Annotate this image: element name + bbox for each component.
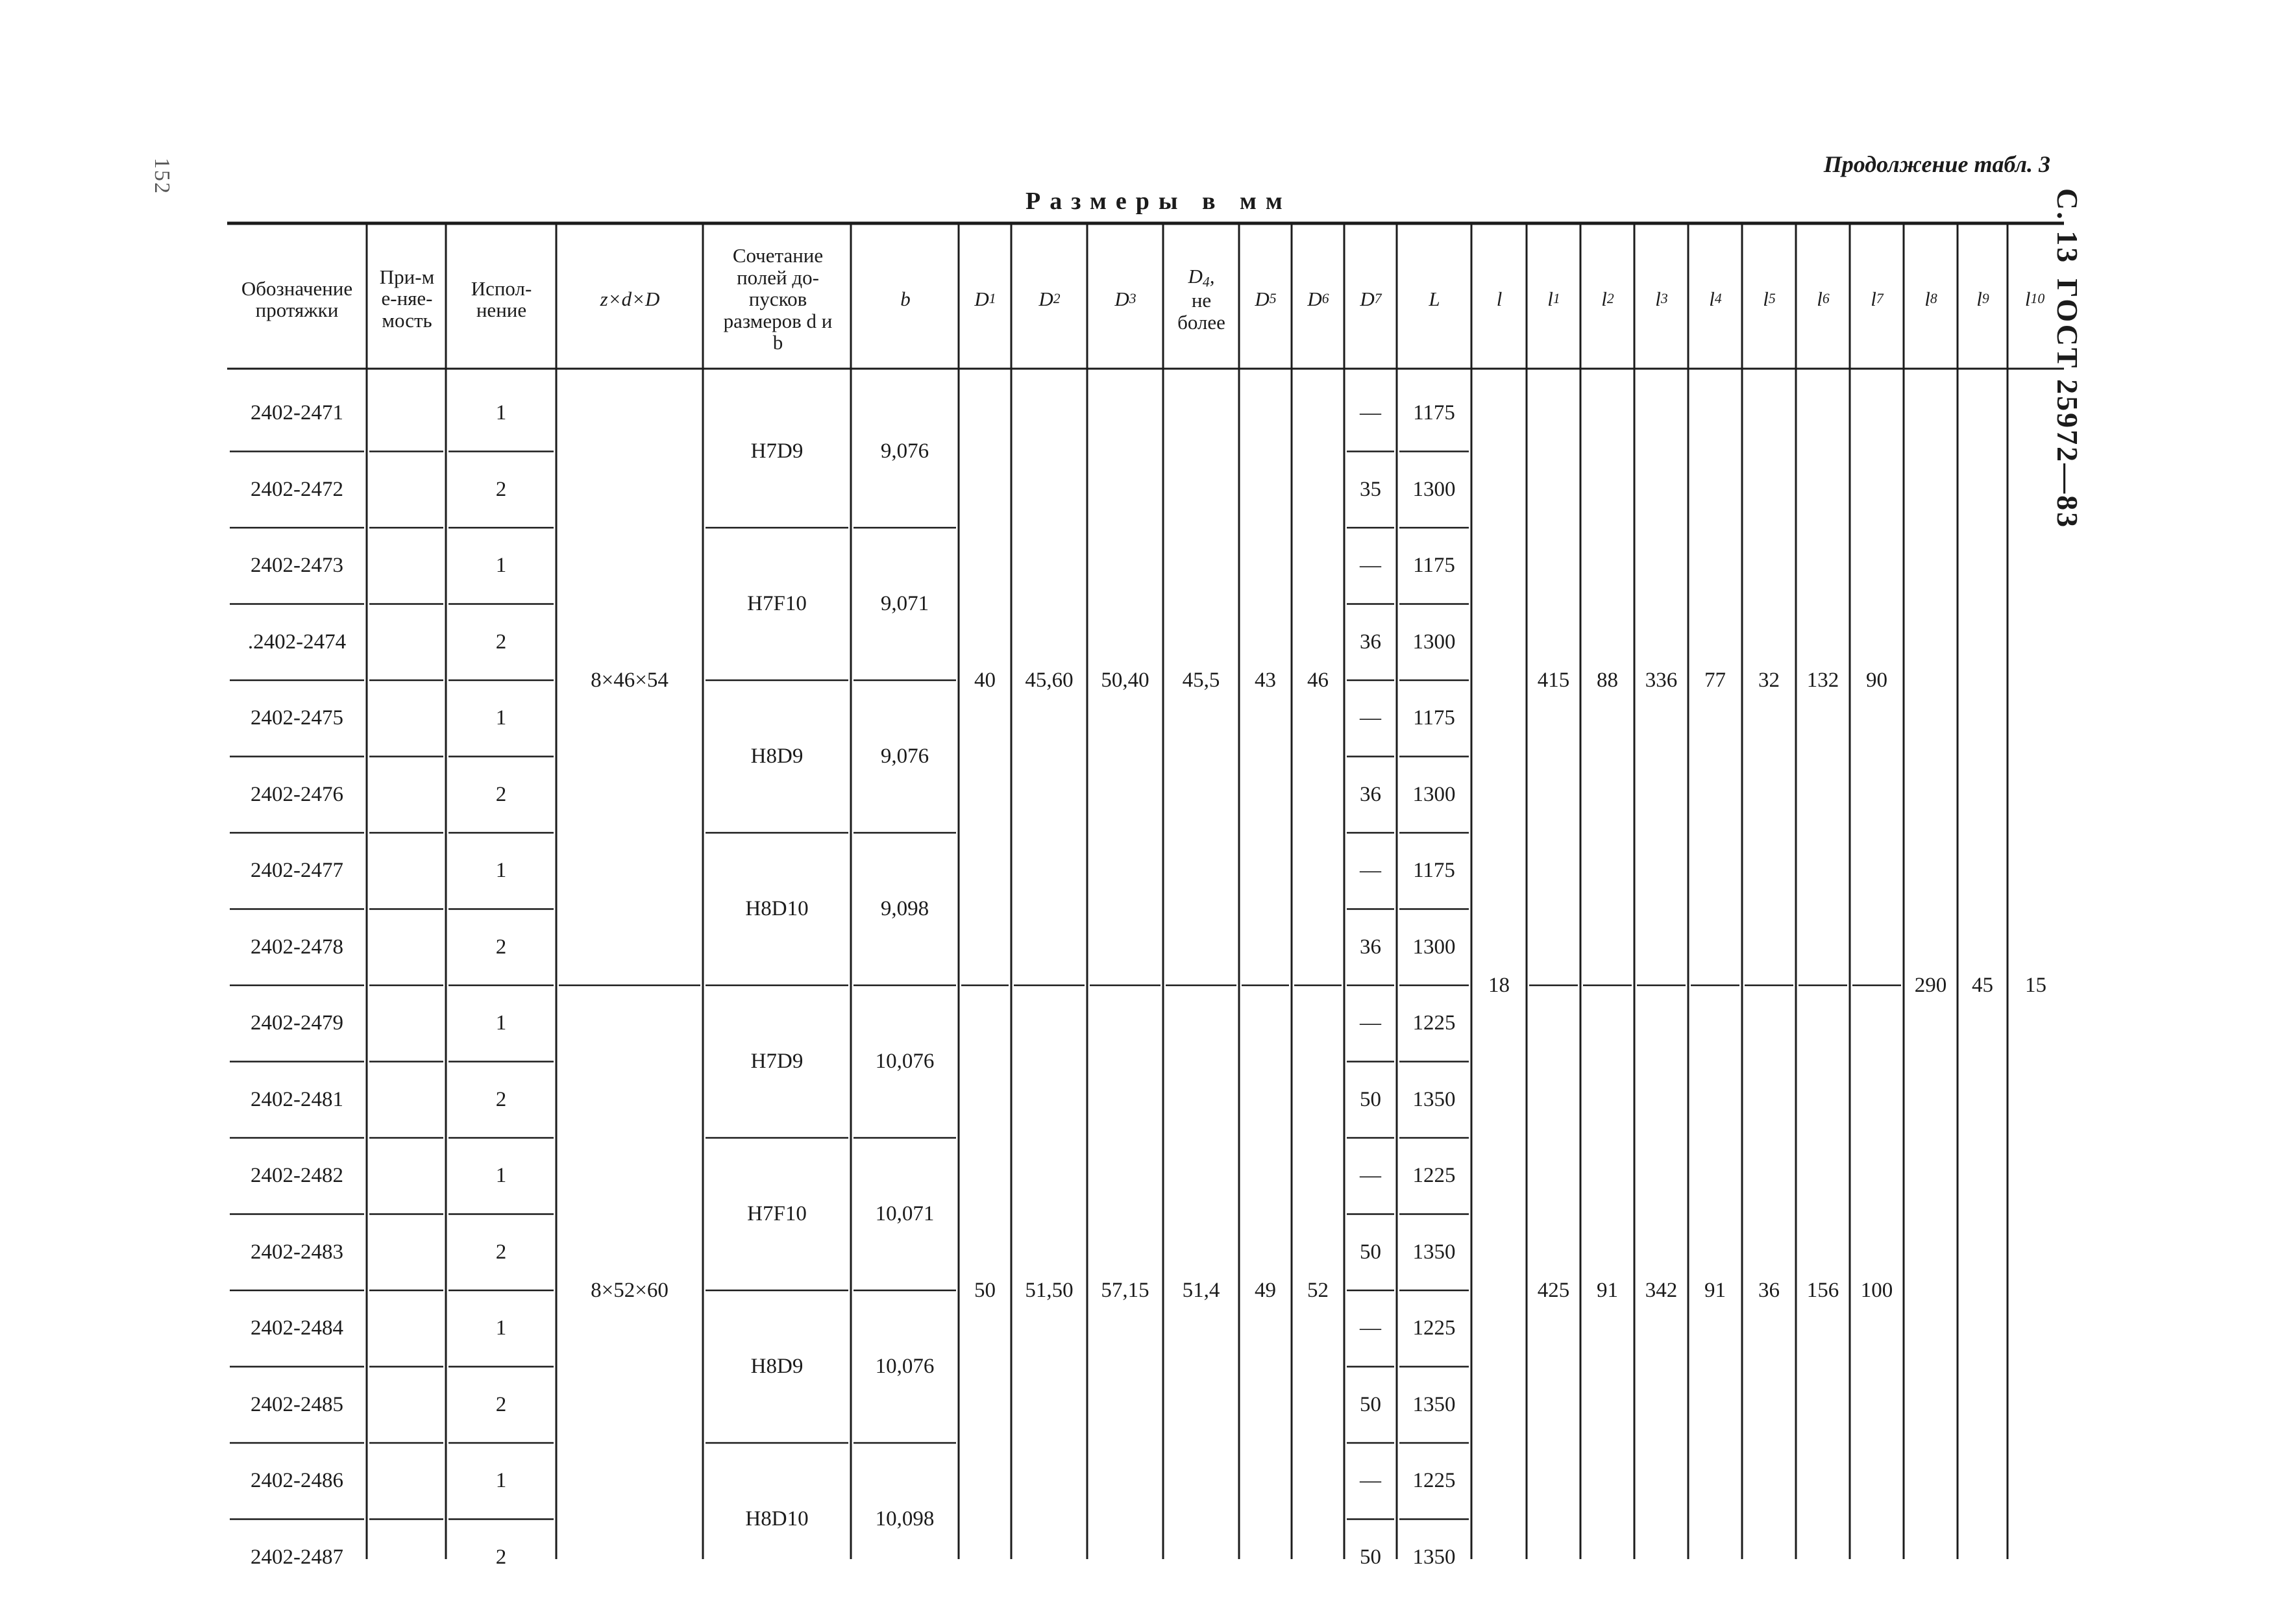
header-l8: l 8: [1924, 288, 1937, 311]
designation-cell: 2402-2473: [251, 554, 343, 578]
l1-cell: 415: [1537, 668, 1570, 692]
L-cell: 1175: [1413, 401, 1455, 425]
D7-cell: —: [1360, 859, 1381, 883]
b-value-cell: 10,071: [875, 1202, 935, 1226]
l2-cell: 91: [1597, 1278, 1618, 1302]
running-header-standard: ГОСТ 25972—83: [2051, 278, 2084, 530]
L-cell: 1350: [1412, 1087, 1456, 1111]
D7-cell: 50: [1360, 1392, 1381, 1416]
execution-cell: 1: [495, 554, 507, 578]
L-cell: 1300: [1412, 630, 1456, 654]
designation-cell: 2402-2478: [251, 935, 343, 959]
header-L: L: [1429, 288, 1440, 311]
L-cell: 1175: [1413, 706, 1455, 730]
l4-cell: 77: [1704, 668, 1726, 692]
header-designation: Обозначение протяжки: [241, 277, 353, 321]
L-cell: 1350: [1412, 1240, 1456, 1264]
l3-cell: 342: [1645, 1278, 1678, 1302]
execution-cell: 2: [495, 1087, 507, 1111]
D6-cell: 52: [1307, 1278, 1329, 1302]
D7-cell: —: [1360, 401, 1381, 425]
L-cell: 1300: [1412, 935, 1456, 959]
header-D1: D 1: [974, 288, 996, 311]
D7-cell: —: [1360, 1011, 1381, 1035]
running-header-page: С. 13: [2051, 188, 2084, 265]
l6-cell: 156: [1806, 1278, 1839, 1302]
page-number: 152: [150, 158, 174, 195]
l6-cell: 132: [1806, 668, 1839, 692]
tolerance-fit-cell: H7D9: [750, 439, 804, 463]
header-l10: l 10: [2024, 288, 2045, 311]
D1-cell: 40: [974, 668, 996, 692]
b-value-cell: 10,098: [875, 1507, 935, 1531]
L-cell: 1175: [1413, 859, 1455, 883]
execution-cell: 2: [495, 630, 507, 654]
tolerance-fit-cell: H7F10: [747, 592, 807, 616]
tolerance-fit-cell: H8D9: [750, 1355, 804, 1379]
l5-cell: 36: [1758, 1278, 1780, 1302]
header-l4: l 4: [1709, 288, 1722, 311]
designation-cell: 2402-2483: [251, 1240, 343, 1264]
D7-cell: 50: [1360, 1240, 1381, 1264]
b-value-cell: 9,098: [880, 897, 929, 921]
header-zdD: z×d×D: [600, 288, 660, 311]
l1-cell: 425: [1537, 1278, 1570, 1302]
header-l2: l 2: [1601, 288, 1614, 311]
D7-cell: 36: [1360, 782, 1381, 806]
D3-cell: 50,40: [1101, 668, 1149, 692]
zdD-cell: 8×46×54: [591, 668, 669, 692]
l3-cell: 336: [1645, 668, 1678, 692]
D7-cell: —: [1360, 1316, 1381, 1340]
execution-cell: 1: [495, 1011, 507, 1035]
D7-cell: 50: [1360, 1087, 1381, 1111]
l2-cell: 88: [1597, 668, 1618, 692]
D7-cell: 50: [1360, 1545, 1381, 1569]
D3-cell: 57,15: [1101, 1278, 1149, 1302]
header-b: b: [900, 288, 911, 311]
header-D5: D 5: [1255, 288, 1277, 311]
D7-cell: 35: [1360, 477, 1381, 501]
D2-cell: 45,60: [1025, 668, 1074, 692]
l7-cell: 90: [1866, 668, 1887, 692]
header-D3: D 3: [1114, 288, 1136, 311]
execution-cell: 2: [495, 1240, 507, 1264]
L-cell: 1225: [1412, 1164, 1456, 1188]
l7-cell: 100: [1860, 1278, 1893, 1302]
header-D4: $D_4$, не более: [1177, 264, 1225, 334]
header-execution: Испол-нение: [471, 277, 532, 321]
designation-cell: 2402-2482: [251, 1164, 343, 1188]
D7-cell: —: [1360, 706, 1381, 730]
l8-common-cell: 290: [1914, 973, 1947, 997]
D7-cell: 36: [1360, 630, 1381, 654]
b-value-cell: 9,071: [880, 592, 929, 616]
header-applicability: При-ме-няе-мость: [379, 265, 435, 332]
L-cell: 1225: [1412, 1469, 1456, 1493]
header-l7: l 7: [1871, 288, 1884, 311]
designation-cell: 2402-2481: [251, 1087, 343, 1111]
execution-cell: 2: [495, 1545, 507, 1569]
tolerance-fit-cell: H7F10: [747, 1202, 807, 1226]
tolerance-fit-cell: H8D9: [750, 744, 804, 769]
D7-cell: 36: [1360, 935, 1381, 959]
designation-cell: 2402-2471: [251, 401, 343, 425]
header-l: l: [1496, 288, 1503, 311]
header-l3: l 3: [1655, 288, 1668, 311]
L-cell: 1225: [1412, 1316, 1456, 1340]
execution-cell: 1: [495, 1316, 507, 1340]
L-cell: 1350: [1412, 1392, 1456, 1416]
header-D2: D 2: [1038, 288, 1061, 311]
b-value-cell: 10,076: [875, 1355, 935, 1379]
designation-cell: 2402-2486: [251, 1469, 343, 1493]
l5-cell: 32: [1758, 668, 1780, 692]
D7-cell: —: [1360, 554, 1381, 578]
designation-cell: 2402-2475: [251, 706, 343, 730]
tolerance-fit-cell: H8D10: [745, 1507, 809, 1531]
D5-cell: 43: [1255, 668, 1276, 692]
header-l1: l 1: [1547, 288, 1560, 311]
D5-cell: 49: [1255, 1278, 1276, 1302]
header-l5: l 5: [1763, 288, 1776, 311]
L-cell: 1300: [1412, 782, 1456, 806]
L-cell: 1300: [1412, 477, 1456, 501]
execution-cell: 1: [495, 859, 507, 883]
header-l6: l 6: [1817, 288, 1830, 311]
b-value-cell: 10,076: [875, 1050, 935, 1074]
execution-cell: 2: [495, 782, 507, 806]
designation-cell: 2402-2479: [251, 1011, 343, 1035]
D6-cell: 46: [1307, 668, 1329, 692]
execution-cell: 1: [495, 401, 507, 425]
b-value-cell: 9,076: [880, 744, 929, 769]
designation-cell: 2402-2485: [251, 1392, 343, 1416]
b-value-cell: 9,076: [880, 439, 929, 463]
units-caption: Размеры в мм: [1025, 188, 1292, 215]
execution-cell: 2: [495, 935, 507, 959]
designation-cell: 2402-2477: [251, 859, 343, 883]
execution-cell: 1: [495, 1164, 507, 1188]
l-common-cell: 18: [1488, 973, 1510, 997]
D7-cell: —: [1360, 1164, 1381, 1188]
D4-cell: 51,4: [1182, 1278, 1220, 1302]
execution-cell: 2: [495, 1392, 507, 1416]
table-continuation-label: Продолжение табл. 3: [1823, 151, 2050, 177]
designation-cell: 2402-2484: [251, 1316, 343, 1340]
designation-cell: 2402-2472: [251, 477, 343, 501]
execution-cell: 2: [495, 477, 507, 501]
D1-cell: 50: [974, 1278, 996, 1302]
header-l9: l 9: [1976, 288, 1989, 311]
l10-common-cell: 15: [2025, 973, 2046, 997]
D7-cell: —: [1360, 1469, 1381, 1493]
header-D6: D 6: [1307, 288, 1329, 311]
designation-cell: .2402-2474: [247, 630, 347, 654]
zdD-cell: 8×52×60: [591, 1278, 669, 1302]
execution-cell: 1: [495, 1469, 507, 1493]
designation-cell: 2402-2476: [251, 782, 343, 806]
D2-cell: 51,50: [1025, 1278, 1074, 1302]
l9-common-cell: 45: [1972, 973, 1993, 997]
L-cell: 1350: [1412, 1545, 1456, 1569]
L-cell: 1175: [1413, 554, 1455, 578]
tolerance-fit-cell: H8D10: [745, 897, 809, 921]
l4-cell: 91: [1704, 1278, 1726, 1302]
header-D7: D 7: [1360, 288, 1382, 311]
L-cell: 1225: [1412, 1011, 1456, 1035]
execution-cell: 1: [495, 706, 507, 730]
designation-cell: 2402-2487: [251, 1545, 343, 1569]
tolerance-fit-cell: H7D9: [750, 1050, 804, 1074]
D4-cell: 45,5: [1182, 668, 1220, 692]
header-tolerance-fields: Сочетание полей до-пусков размеров d и b: [723, 244, 833, 354]
